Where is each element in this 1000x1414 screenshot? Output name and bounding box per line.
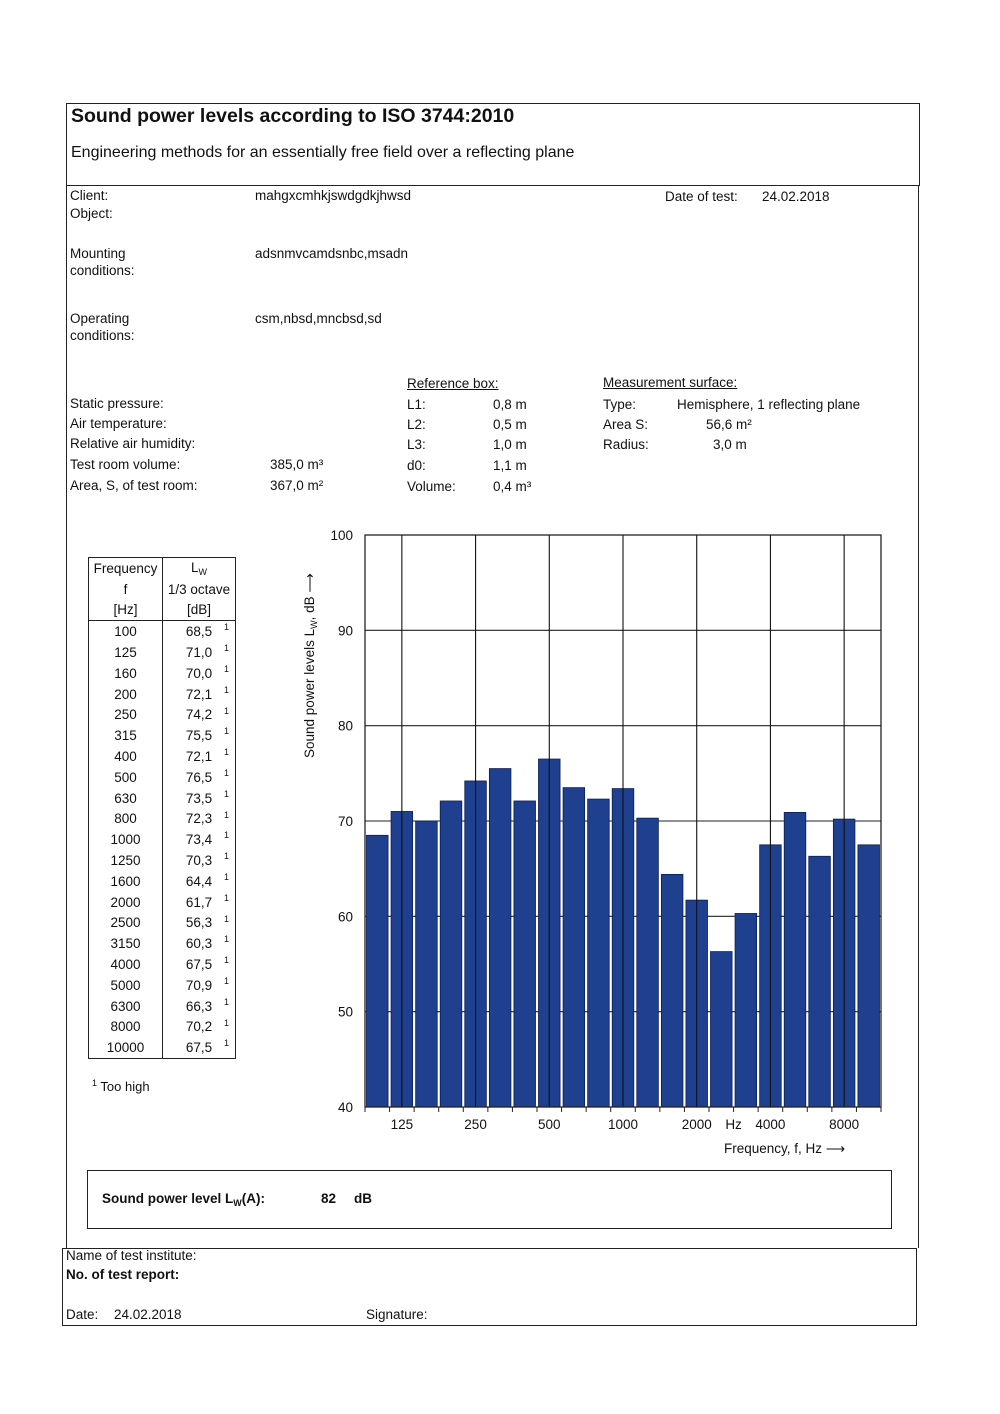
table-cell-lw [163,1037,236,1058]
bar [489,769,511,1107]
table-cell-lw [163,850,236,871]
lw-value: 70,2 [185,1019,213,1035]
lw-note: 1 [223,809,229,820]
lw-note: 1 [223,934,229,945]
table-cell-lw [163,809,236,830]
lw-value: 64,4 [185,873,213,889]
table-header-lw-sub: W [198,566,207,577]
x-tick-label: 1000 [607,1117,639,1132]
table-cell-frequency: 200 [89,684,163,705]
mounting-value: adsnmvcamdsnbc,msadn [255,246,409,261]
lw-note: 1 [223,622,229,633]
lw-note: 1 [223,767,229,778]
result-label-sub: W [233,1198,242,1208]
x-tick-label: 500 [538,1117,561,1132]
result-unit: dB [354,1191,372,1206]
object-label: Object: [70,206,113,221]
table-cell-frequency: 160 [89,663,163,684]
lw-value: 71,0 [185,645,213,661]
radius-label: Radius: [603,437,649,452]
l1-label: L1: [407,397,426,412]
table-row [89,933,236,954]
y-axis-label-tail: , dB ⟶ [302,573,317,621]
area-test-room-value: 367,0 m² [270,478,324,493]
y-tick-label: 60 [337,909,353,925]
test-room-volume-label: Test room volume: [70,457,181,472]
mounting-label-2: conditions: [70,263,135,278]
l3-label: L3: [407,437,426,452]
bar [784,812,806,1107]
footnote-text: Too high [100,1079,150,1094]
table-header-frequency: Frequency [89,558,163,579]
table-row [89,954,236,975]
page-subtitle: Engineering methods for an essentially free field over a reflecting plane [71,144,575,161]
operating-label-1: Operating [70,311,130,326]
date-of-test-label: Date of test: [665,189,738,204]
table-cell-frequency: 500 [89,767,163,788]
table-cell-frequency: 630 [89,788,163,809]
lw-note: 1 [223,705,229,716]
lw-value: 68,5 [185,624,213,640]
table-header-lw-main: L [190,559,199,575]
area-test-room-label: Area, S, of test room: [70,478,198,493]
table-row [89,684,236,705]
sound-power-chart [280,520,900,1170]
lw-note: 1 [223,892,229,903]
table-cell-frequency: 10000 [89,1037,163,1058]
lw-note: 1 [223,871,229,882]
relative-humidity-label: Relative air humidity: [70,436,196,451]
x-tick-label: 250 [464,1117,487,1132]
table-row [89,975,236,996]
x-tick-label: 8000 [829,1117,860,1132]
operating-value: csm,nbsd,mncbsd,sd [255,311,382,326]
table-cell-lw [163,1017,236,1038]
table-row [89,996,236,1017]
static-pressure-label: Static pressure: [70,396,164,411]
y-tick-label: 70 [337,814,353,829]
table-cell-frequency: 2000 [89,892,163,913]
signature-label: Signature: [366,1307,428,1322]
mounting-label-1: Mounting [70,246,126,261]
bar [514,801,536,1107]
table-cell-lw [163,892,236,913]
table-row [89,705,236,726]
footer-date-value: 24.02.2018 [114,1307,182,1322]
operating-label-2: conditions: [70,328,135,343]
lw-note: 1 [223,747,229,758]
x-unit-label: Hz [725,1117,742,1132]
table-row [89,892,236,913]
type-label: Type: [603,397,637,412]
table-cell-lw [163,913,236,934]
lw-value: 67,5 [185,957,213,973]
result-label-main: Sound power level L [102,1191,234,1206]
table-row [89,1037,236,1058]
table-cell-lw [163,933,236,954]
x-tick-label: 2000 [681,1117,712,1132]
l3-value: 1,0 m [493,437,527,452]
volume-value: 0,4 m³ [493,479,532,494]
x-tick-label: 4000 [755,1117,786,1132]
table-row [89,913,236,934]
lw-value: 76,5 [185,769,213,785]
institute-label: Name of test institute: [66,1248,197,1263]
table-cell-frequency: 1000 [89,829,163,850]
lw-note: 1 [223,726,229,737]
lw-value: 67,5 [185,1040,213,1056]
table-cell-lw [163,829,236,850]
table-cell-lw [163,996,236,1017]
bar [711,952,733,1107]
measurement-surface-title: Measurement surface: [603,375,738,390]
lw-value: 70,9 [185,977,213,993]
table-header-f: f [89,579,163,600]
footnote [92,1078,150,1094]
lw-note: 1 [223,975,229,986]
table-cell-lw [163,954,236,975]
table-row [89,809,236,830]
table-cell-lw [163,767,236,788]
table-row [89,663,236,684]
table-cell-frequency: 1250 [89,850,163,871]
table-cell-frequency: 100 [89,621,163,642]
lw-value: 66,3 [185,998,213,1014]
table-cell-lw [163,725,236,746]
lw-note: 1 [223,955,229,966]
bar [809,856,831,1107]
table-cell-frequency: 5000 [89,975,163,996]
lw-note: 1 [223,663,229,674]
y-tick-label: 50 [337,1004,353,1020]
lw-value: 61,7 [185,894,213,910]
area-value: 56,6 m² [706,417,752,432]
table-cell-frequency: 800 [89,809,163,830]
lw-note: 1 [223,830,229,841]
air-temperature-label: Air temperature: [70,416,167,431]
bar [367,835,389,1107]
result-value: 82 [321,1191,337,1206]
lw-value: 70,3 [185,853,213,869]
l1-value: 0,8 m [493,397,527,412]
lw-note: 1 [223,1038,229,1049]
date-of-test-value: 24.02.2018 [762,189,830,204]
lw-note: 1 [223,996,229,1007]
table-header-octave: 1/3 octave [163,579,236,600]
main-right-border [918,186,919,1248]
page-title: Sound power levels according to ISO 3744:2010 [71,105,515,127]
table-row [89,746,236,767]
d0-value: 1,1 m [493,458,527,473]
table-header-hz: [Hz] [89,600,163,621]
result-label [102,1191,265,1208]
bar [661,874,683,1107]
client-label: Client: [70,188,109,203]
y-tick-label: 90 [337,623,353,639]
table-cell-lw [163,663,236,684]
x-axis-label: Frequency, f, Hz ⟶ [724,1141,846,1156]
table-cell-frequency: 4000 [89,954,163,975]
table-cell-frequency: 6300 [89,996,163,1017]
lw-note: 1 [223,913,229,924]
bar [858,845,880,1107]
table-row [89,642,236,663]
radius-value: 3,0 m [713,437,747,452]
table-cell-lw [163,621,236,642]
bar [563,788,585,1107]
result-label-tail: (A): [241,1191,266,1206]
bar [735,913,757,1107]
table-cell-lw [163,684,236,705]
table-row [89,871,236,892]
x-tick-label: 125 [390,1117,414,1132]
table-cell-frequency: 250 [89,705,163,726]
area-label: Area S: [603,417,649,432]
bar [440,801,462,1107]
table-cell-lw [163,871,236,892]
test-room-volume-value: 385,0 m³ [270,457,324,472]
reference-box-title: Reference box: [407,376,499,391]
table-cell-lw [163,746,236,767]
table-row [89,850,236,871]
bar [637,818,659,1107]
table-cell-lw [163,642,236,663]
table-cell-lw [163,788,236,809]
type-value: Hemisphere, 1 reflecting plane [677,397,861,412]
footnote-mark: 1 [92,1078,98,1088]
table-row [89,725,236,746]
lw-value: 72,1 [185,686,213,702]
report-label: No. of test report: [66,1267,180,1282]
lw-value: 60,3 [185,936,213,952]
table-cell-frequency: 400 [89,746,163,767]
table-row [89,767,236,788]
bar [588,799,610,1107]
d0-label: d0: [407,458,426,473]
table-cell-frequency: 125 [89,642,163,663]
lw-note: 1 [223,643,229,654]
lw-note: 1 [223,851,229,862]
lw-note: 1 [223,684,229,695]
y-axis-label-sub: W [309,620,319,629]
y-axis-label-main: Sound power levels L [302,628,317,758]
client-value: mahgxcmhkjswdgdkjhwsd [255,188,412,203]
table-cell-frequency: 8000 [89,1017,163,1038]
table-cell-lw [163,705,236,726]
table-cell-frequency: 1600 [89,871,163,892]
y-tick-label: 100 [330,528,353,543]
table-cell-frequency: 2500 [89,913,163,934]
table-row [89,1017,236,1038]
table-header-db: [dB] [163,600,236,621]
lw-value: 72,1 [185,749,213,765]
lw-note: 1 [223,788,229,799]
lw-value: 74,2 [185,707,213,723]
l2-value: 0,5 m [493,417,527,432]
l2-label: L2: [407,417,426,432]
lw-value: 75,5 [185,728,213,744]
table-row [89,829,236,850]
frequency-table [88,557,236,1059]
table-header-lw [163,558,236,579]
y-axis-label [302,573,319,758]
y-tick-label: 80 [337,718,353,734]
table-cell-frequency: 315 [89,725,163,746]
volume-label: Volume: [407,479,456,494]
lw-value: 73,4 [185,832,213,848]
lw-value: 70,0 [185,665,213,681]
table-cell-frequency: 3150 [89,933,163,954]
main-left-border [66,186,67,1248]
table-cell-lw [163,975,236,996]
table-row [89,788,236,809]
lw-value: 73,5 [185,790,213,806]
bar [416,821,438,1107]
y-tick-label: 40 [337,1100,353,1115]
lw-value: 56,3 [185,915,213,931]
footer-date-label: Date: [66,1307,99,1322]
table-row [89,621,236,642]
lw-value: 72,3 [185,811,213,827]
lw-note: 1 [223,1017,229,1028]
